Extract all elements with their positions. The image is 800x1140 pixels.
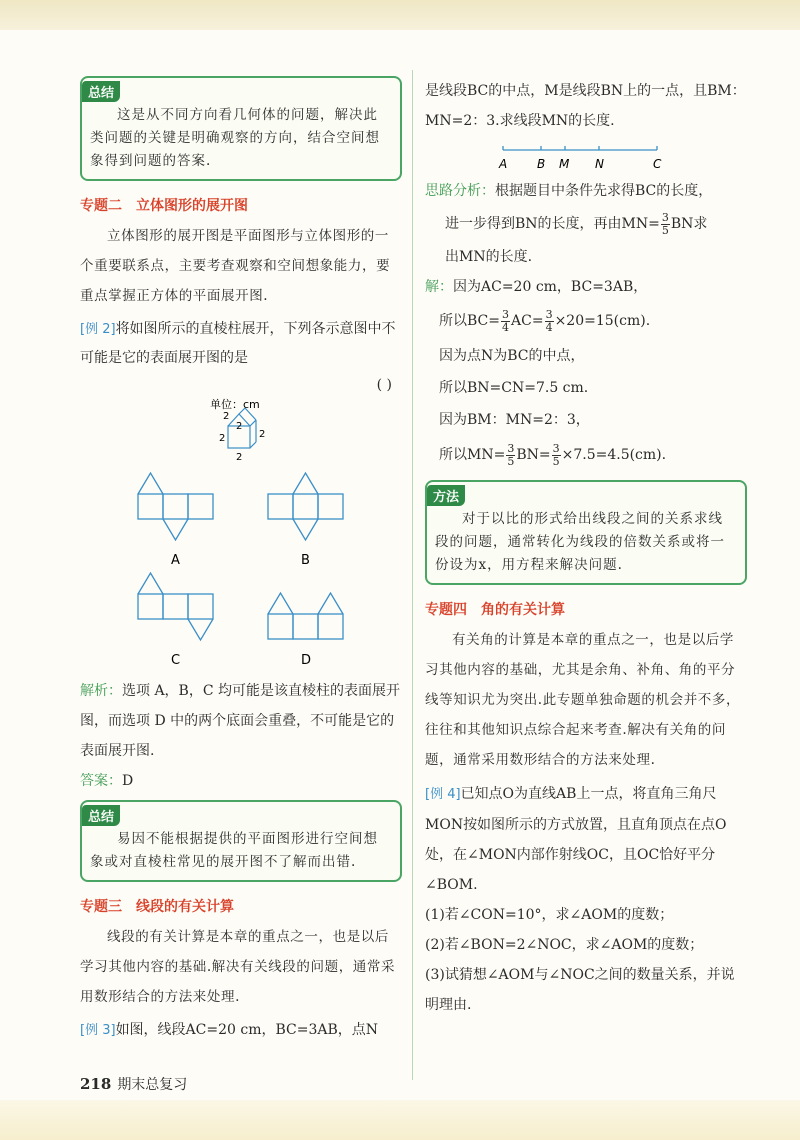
summary-box-2 [80,800,402,882]
net-option-a [138,473,213,540]
topic-heading-4: 专题四 角的有关计算 [425,602,565,618]
idea-line-3: 出MN的长度. [445,249,533,265]
topic-heading-3: 专题三 线段的有关计算 [80,899,234,915]
option-label: D [301,653,312,668]
dim-label: 2 [236,452,243,463]
example-2: [例 2]将如图所示的直棱柱展开，下列各示意图中不可能是它的表面展开图的是 [80,321,396,366]
topic2-paragraph: 立体图形的展开图是平面图形与立体图形的一个重要联系点，主要考查观察和空间想象能力，要重点掌握正方体的平面展开图. [80,228,391,304]
answer-paren: ( ) [376,377,392,393]
solution-line-6: 所以MN= $\frac{3}{5}$ BN= $\frac{3}{5}$ ×7.5=4.5(cm). [439,441,667,468]
bottom-band [0,1100,800,1140]
net-option-c [138,573,213,640]
page-footer [80,1074,187,1094]
point-label: M [559,157,570,171]
footer-title: 期末总复习 [117,1077,188,1093]
analysis-2: 解析：选项 A，B，C 均可能是该直棱柱的表面展开图，而选项 D 中的两个底面会重叠，不可能是它的表面展开图. [80,683,401,759]
summary-box-1 [80,76,402,181]
method-tag: 方法 [427,485,465,506]
method-box [425,480,747,585]
dim-label: 2 [223,411,230,422]
net-option-d [268,593,343,639]
topic-heading-2: 专题二 立体图形的展开图 [80,198,248,214]
idea-line-1: 思路分析：根据题目中条件先求得BC的长度， [425,183,713,199]
example-3-continued: 是线段BC的中点，M是线段BN上的一点，且BM：MN=2：3.求线段MN的长度. [425,83,746,129]
right-column [425,76,747,1020]
method-text: 对于以比的形式给出线段之间的关系求线段的问题，通常转化为线段的倍数关系或将一份设为x，用方程来解决问题. [435,511,725,573]
summary-text: 易因不能根据提供的平面图形进行空间想象或对直棱柱常见的展开图不了解而出错. [90,831,378,870]
top-band [0,0,800,30]
example-tag: [例 3] [80,1023,116,1038]
example-tag: [例 4] [425,787,461,802]
example-3: [例 3]如图，线段AC=20 cm，BC=3AB，点N [80,1022,379,1038]
dim-label: 2 [259,429,266,440]
example-4: [例 4]已知点O为直线AB上一点，将直角三角尺MON按如图所示的方式放置，且直角顶点在点O处，在∠MON内部作射线OC，且OC恰好平分∠BOM. [425,786,727,893]
option-label: C [171,653,181,668]
net-option-b [268,473,343,540]
solution-line-2: 所以BC= $\frac{3}{4}$ AC= $\frac{3}{4}$ ×20=15(cm). [439,307,651,334]
solution-line-4: 所以BN=CN=7.5 cm. [439,380,589,396]
option-label: A [171,553,180,568]
topic4-paragraph: 有关角的计算是本章的重点之一，也是以后学习其他内容的基础，尤其是余角、补角、角的平分线等知识尤为突出.此专题单独命题的机会并不多，往往和其他知识点综合起来考查.解决有关角的问题，通常采用数形结合的方法来处理. [425,632,741,768]
point-label: C [653,157,662,171]
line-segment-figure [425,136,747,176]
left-column [80,76,402,1045]
summary-text: 这是从不同方向看几何体的问题，解决此类问题的关键是明确观察的方向，结合空间想象得到问题的答案. [90,107,380,169]
question-1: (1)若∠CON=10°，求∠AOM的度数； [425,907,674,923]
option-label: B [301,553,310,568]
column-divider [412,70,413,1080]
answer-2: 答案：D [80,773,134,789]
solution-line-1: 解：因为AC=20 cm，BC=3AB， [425,279,648,295]
solution-line-5: 因为BM：MN=2：3， [439,412,590,428]
page-number: 218 [80,1075,112,1093]
summary-tag: 总结 [82,81,120,102]
example-tag: [例 2] [80,322,116,337]
solution-line-3: 因为点N为BC的中点， [439,348,585,364]
prism-figures [80,396,402,676]
point-label: N [595,157,604,171]
dim-label: 2 [236,421,243,432]
question-3: (3)试猜想∠AOM与∠NOC之间的数量关系，并说明理由. [425,967,735,1013]
dim-label: 2 [219,433,226,444]
question-2: (2)若∠BON=2∠NOC，求∠AOM的度数； [425,937,704,953]
idea-line-2: 进一步得到BN的长度，再由MN= $\frac{3}{5}$ BN求 [445,210,708,237]
point-label: B [537,157,546,171]
topic3-paragraph: 线段的有关计算是本章的重点之一，也是以后学习其他内容的基础.解决有关线段的问题，通常采用数形结合的方法来处理. [80,929,396,1005]
point-label: A [499,157,508,171]
unit-label: 单位：cm [210,398,260,411]
summary-tag: 总结 [82,805,120,826]
